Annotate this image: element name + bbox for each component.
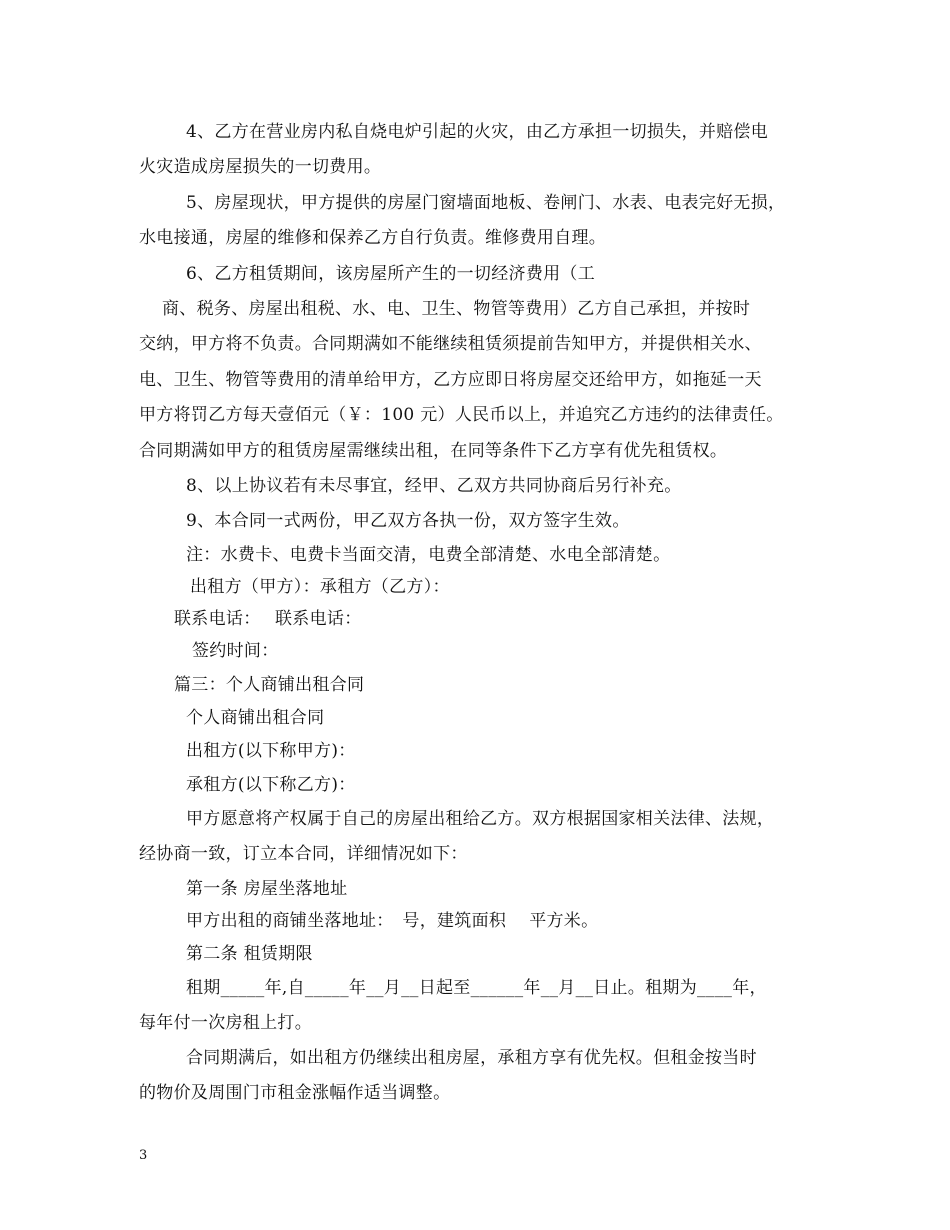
text-line: 甲方将罚乙方每天壹佰元（￥：100 元）人民币以上，并追究乙方违约的法律责任。 xyxy=(139,405,784,425)
article-heading: 第一条 房屋坐落地址 xyxy=(186,879,348,899)
contract-title: 个人商铺出租合同 xyxy=(186,708,325,728)
text-line: 8、以上协议若有未尽事宜，经甲、乙双方共同协商后另行补充。 xyxy=(186,476,682,496)
section-heading: 篇三：个人商铺出租合同 xyxy=(174,675,365,695)
text-line: 注：水费卡、电费卡当面交清，电费全部清楚、水电全部清楚。 xyxy=(186,545,671,565)
text-line: 每年付一次房租上打。 xyxy=(139,1013,312,1033)
text-line: 出租方(以下称甲方)： xyxy=(186,741,356,761)
text-line: 6、乙方租赁期间，该房屋所产生的一切经济费用（工 xyxy=(186,264,596,284)
text-line: 签约时间： xyxy=(192,641,279,661)
text-line: 甲方出租的商铺坐落地址： 号，建筑面积 平方米。 xyxy=(186,911,599,931)
text-line: 租期_____年,自_____年__月__日起至______年__月__日止。租期为____年， xyxy=(186,978,767,998)
text-line: 5、房屋现状，甲方提供的房屋门窗墙面地板、卷闸门、水表、电表完好无损， xyxy=(186,193,786,213)
text-line: 经协商一致，订立本合同，详细情况如下： xyxy=(139,844,468,864)
text-line: 火灾造成房屋损失的一切费用。 xyxy=(139,157,382,177)
article-heading: 第二条 租赁期限 xyxy=(186,944,313,964)
text-line: 电、卫生、物管等费用的清单给甲方，乙方应即日将房屋交还给甲方，如拖延一天 xyxy=(139,370,762,390)
text-line: 9、本合同一式两份，甲乙双方各执一份，双方签字生效。 xyxy=(186,511,630,531)
page-number: 3 xyxy=(139,1148,148,1163)
text-line: 甲方愿意将产权属于自己的房屋出租给乙方。双方根据国家相关法律、法规， xyxy=(186,809,775,829)
text-line: 交纳，甲方将不负责。合同期满如不能继续租赁须提前告知甲方，并提供相关水、 xyxy=(139,334,762,354)
text-line: 出租方（甲方）：承租方（乙方）： xyxy=(190,577,450,597)
text-line: 联系电话： 联系电话： xyxy=(174,609,362,629)
text-line: 合同期满如甲方的租赁房屋需继续出租，在同等条件下乙方享有优先租赁权。 xyxy=(139,441,728,461)
text-line: 4、乙方在营业房内私自烧电炉引起的火灾，由乙方承担一切损失，并赔偿电 xyxy=(186,122,769,142)
text-line: 承租方(以下称乙方)： xyxy=(186,775,356,795)
text-line: 的物价及周围门市租金涨幅作适当调整。 xyxy=(139,1083,451,1103)
text-line: 水电接通，房屋的维修和保养乙方自行负责。维修费用自理。 xyxy=(139,228,607,248)
text-line: 合同期满后，如出租方仍继续出租房屋，承租方享有优先权。但租金按当时 xyxy=(186,1048,757,1068)
text-line: 商、税务、房屋出租税、水、电、卫生、物管等费用）乙方自己承担，并按时 xyxy=(162,299,751,319)
